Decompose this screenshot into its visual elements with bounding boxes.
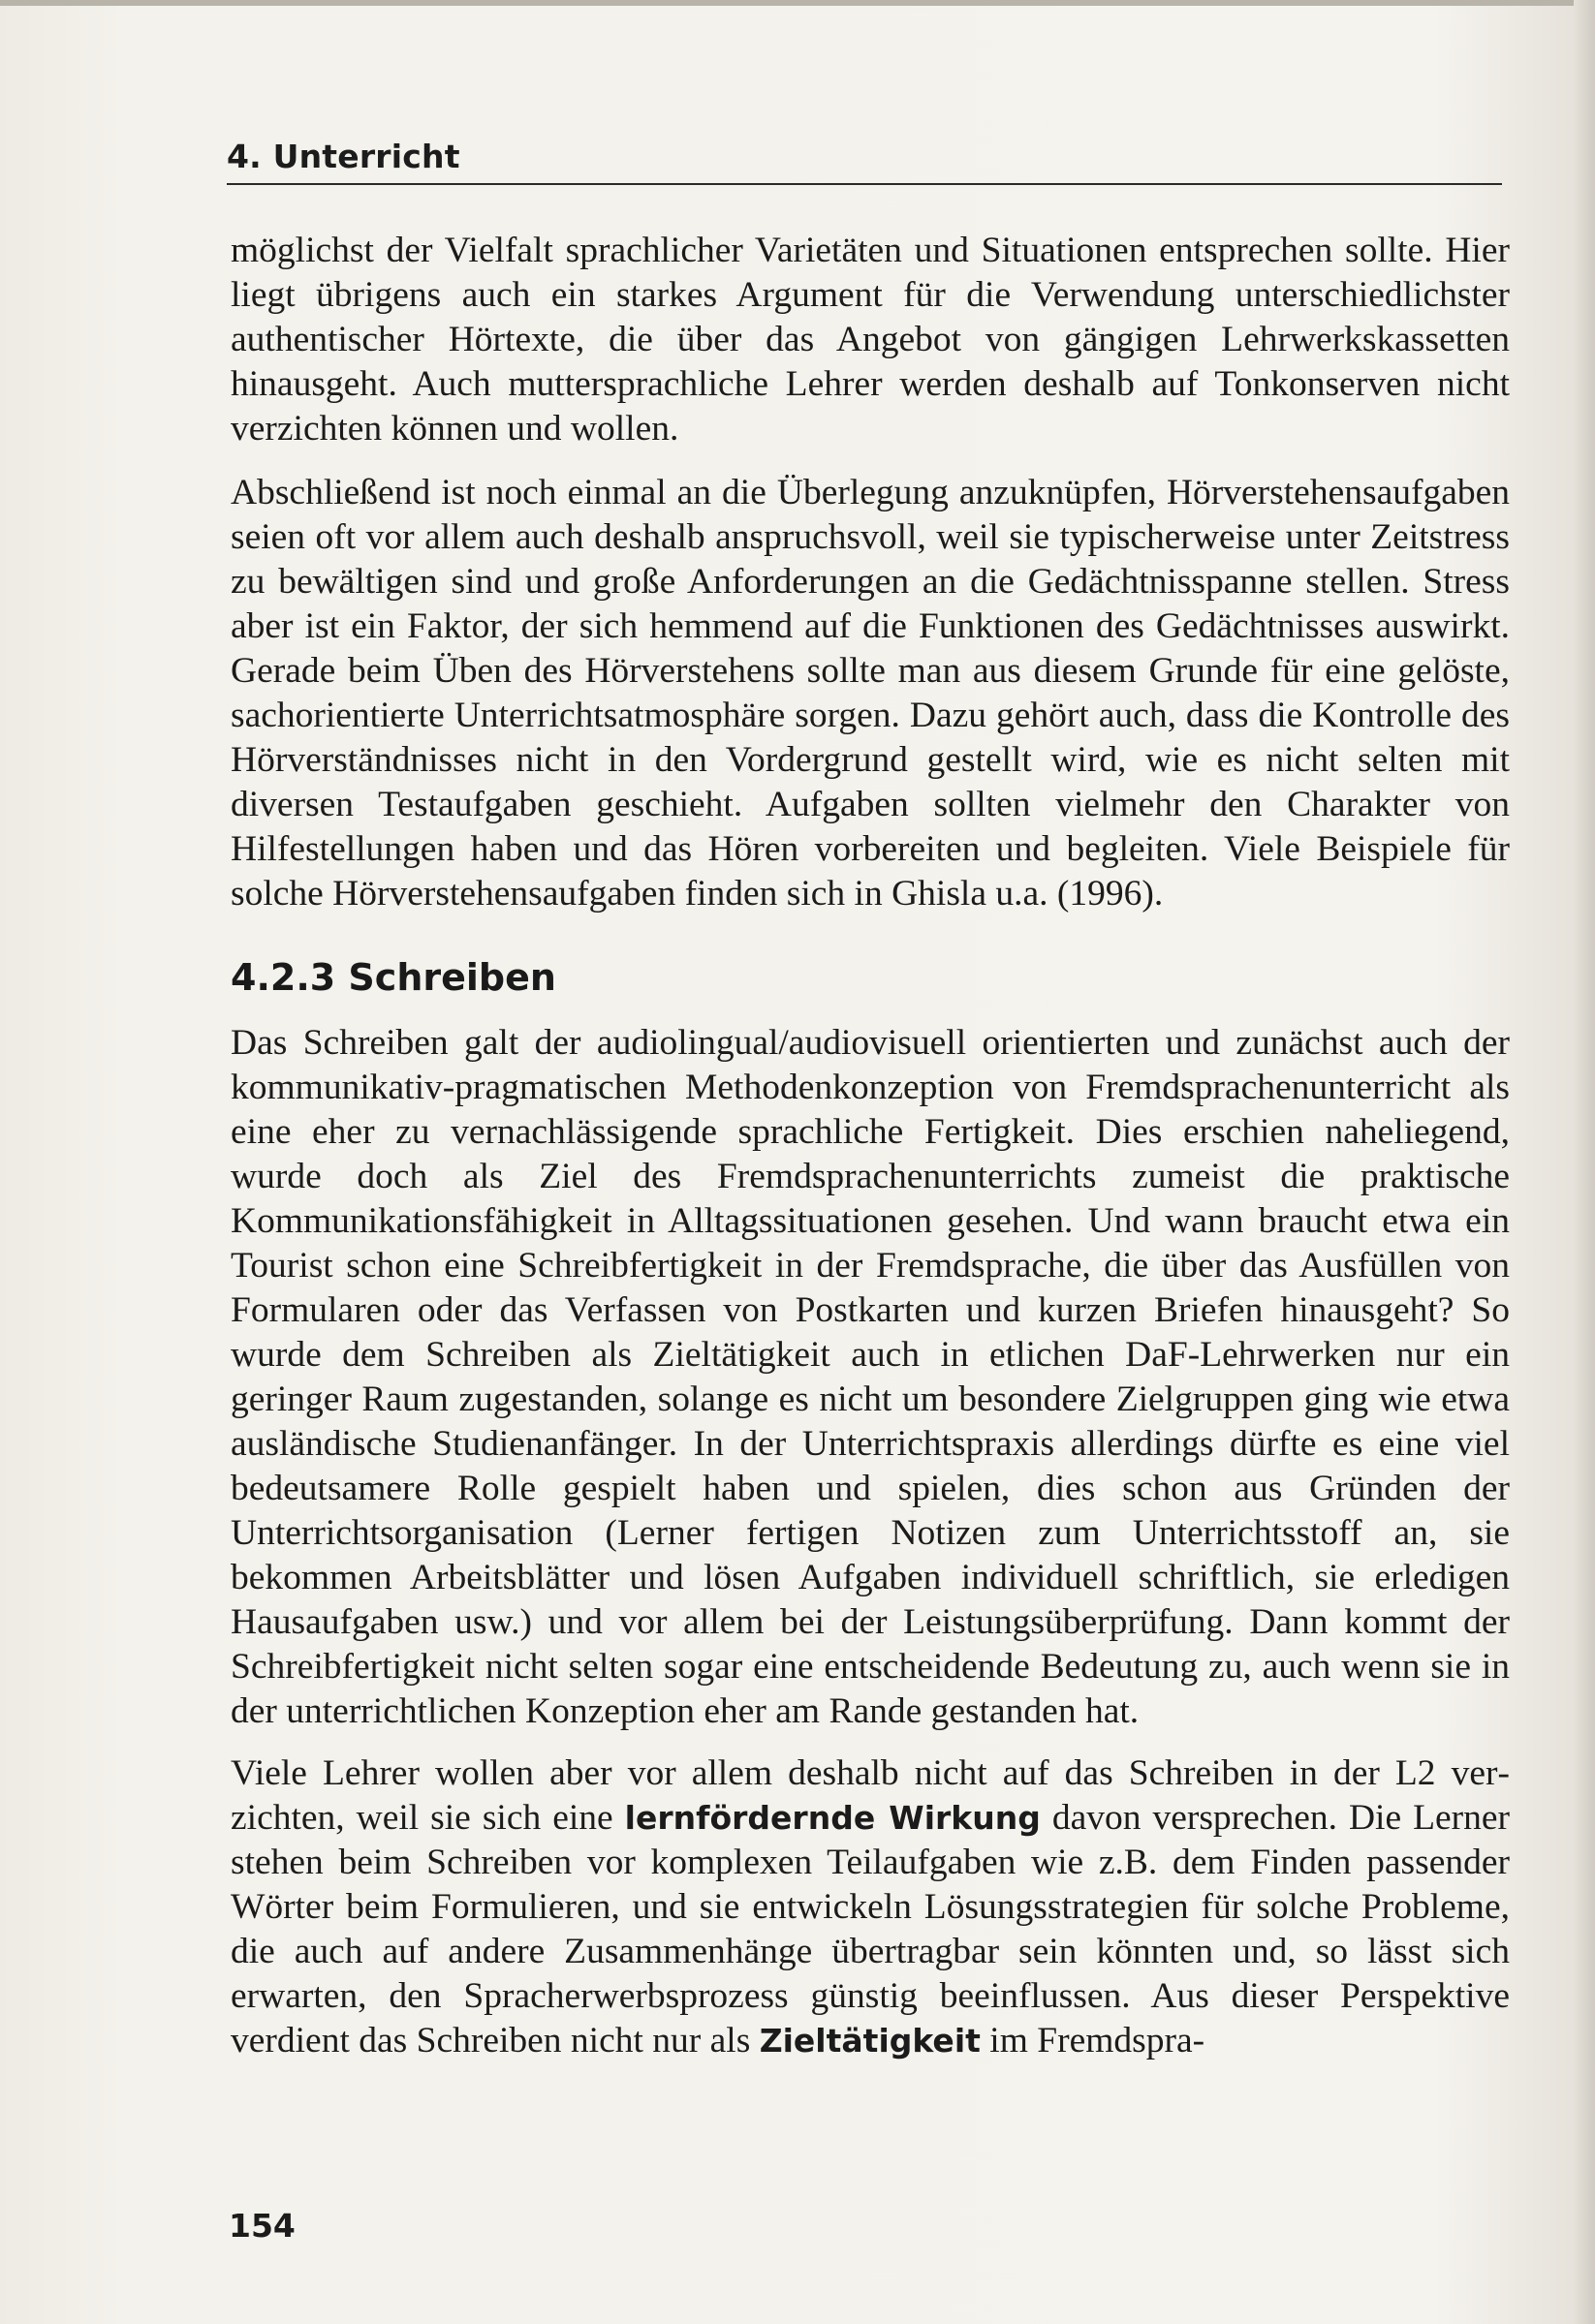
- page-number: 154: [229, 2207, 296, 2245]
- header-rule: [227, 183, 1502, 185]
- section-heading: 4.2.3 Schreiben: [231, 956, 556, 999]
- paragraph-3: Das Schreiben galt der audiolingual/audiovisuell orientierten und zunächst auch der kommunikativ-pragmatischen Methodenkonzeption von Fremdsprachenunterricht als eine eher zu vernachlässigende sprachliche Fertigkeit. Dies erschien naheliegend, wurde doch als Ziel des Fremdsprachenunterrichts zumeist die praktische Kommunikationsfähigkeit in Alltagssituationen gesehen. Und wann braucht etwa ein Tourist schon eine Schreibfertigkeit in der Fremdsprache, die über das Ausfüllen von Formularen oder das Verfassen von Postkarten und kurzen Briefen hinausgeht? So wurde dem Schreiben als Zieltätigkeit auch in etlichen DaF-Lehrwerken nur ein geringer Raum zugestanden, solange es nicht um besondere Zielgruppen ging wie etwa ausländische Studienanfänger. In der Unterrichtspraxis allerdings dürfte es eine viel bedeutsamere Rolle gespielt haben und spielen, dies schon aus Gründen der Unterrichtsorganisation (Lerner fertigen Notizen zum Unterrichtsstoff an, sie bekommen Arbeitsblätter und lösen Aufgaben individuell schriftlich, sie erledigen Hausaufgaben usw.) und vor allem bei der Leistungsüberprüfung. Dann kommt der Schreibfertigkeit nicht selten sogar eine entscheidende Bedeutung zu, auch wenn sie in der unterrichtlichen Konzeption eher am Rande gestanden hat.: [231, 1023, 1510, 1731]
- keyword-zieltaetigkeit: Zieltätigkeit: [759, 2022, 981, 2060]
- paragraph-2: Abschließend ist noch einmal an die Überlegung anzuknüpfen, Hörverstehensaufgaben seien oft vor allem auch deshalb anspruchsvoll, weil sie typischerweise unter Zeitstress zu bewältigen sind und große Anforderungen an die Gedächtnisspanne stellen. Stress aber ist ein Faktor, der sich hemmend auf die Funktionen des Gedächtnisses auswirkt. Gerade beim Üben des Hörverstehens sollte man aus diesem Grunde für eine gelöste, sachorientierte Unterrichtsatmosphäre sorgen. Dazu gehört auch, dass die Kontrolle des Hörverständnisses nicht in den Vordergrund gestellt wird, wie es nicht selten mit diversen Testaufgaben geschieht. Aufgaben sollten vielmehr den Charakter von Hilfestellungen haben und das Hören vorbereiten und begleiten. Viele Beispiele für solche Hörverstehensaufgaben finden sich in Ghisla u.a. (1996).: [231, 473, 1510, 914]
- scan-top-edge: [0, 0, 1595, 6]
- paragraph-4: [231, 1751, 1510, 2063]
- keyword-lernfoerdernde-wirkung: lernfördernde Wirkung: [624, 1799, 1041, 1837]
- paragraph-1: möglichst der Vielfalt sprachlicher Varietäten und Situationen entsprechen sollte. Hier liegt übrigens auch ein starkes Argument für die Verwendung unterschiedlichster authentischer Hörtexte, die über das Angebot von gängigen Lehrwerkskassetten hinausgeht. Auch muttersprachliche Lehrer werden deshalb auf Tonkonserven nicht verzichten können und wollen.: [231, 231, 1510, 449]
- paragraph-4-text-2: davon versprechen. Die Lerner stehen beim Schreiben vor komplexen Teilaufgaben wie z.B. dem Finden passender Wörter beim Formulieren, und sie entwickeln Lösungsstrategien für solche Probleme, die auch auf andere Zusammenhänge übertragbar sein könnten und, so lässt sich erwarten, den Spracherwerbsprozess günstig beeinflussen. Aus dieser Perspektive verdient das Schreiben nicht nur als: [231, 1798, 1511, 2061]
- page-fold-shadow: [1574, 0, 1595, 2324]
- paragraph-4-text-3: im Fremdspra-: [980, 2021, 1205, 2061]
- running-head: 4. Unterricht: [227, 138, 460, 175]
- paragraph-4-text-1: Viele Lehrer wollen aber vor allem deshalb nicht auf das Schreiben in der L2 verzichten, weil sie sich eine: [231, 1753, 1510, 1838]
- body-text: [231, 229, 1510, 2063]
